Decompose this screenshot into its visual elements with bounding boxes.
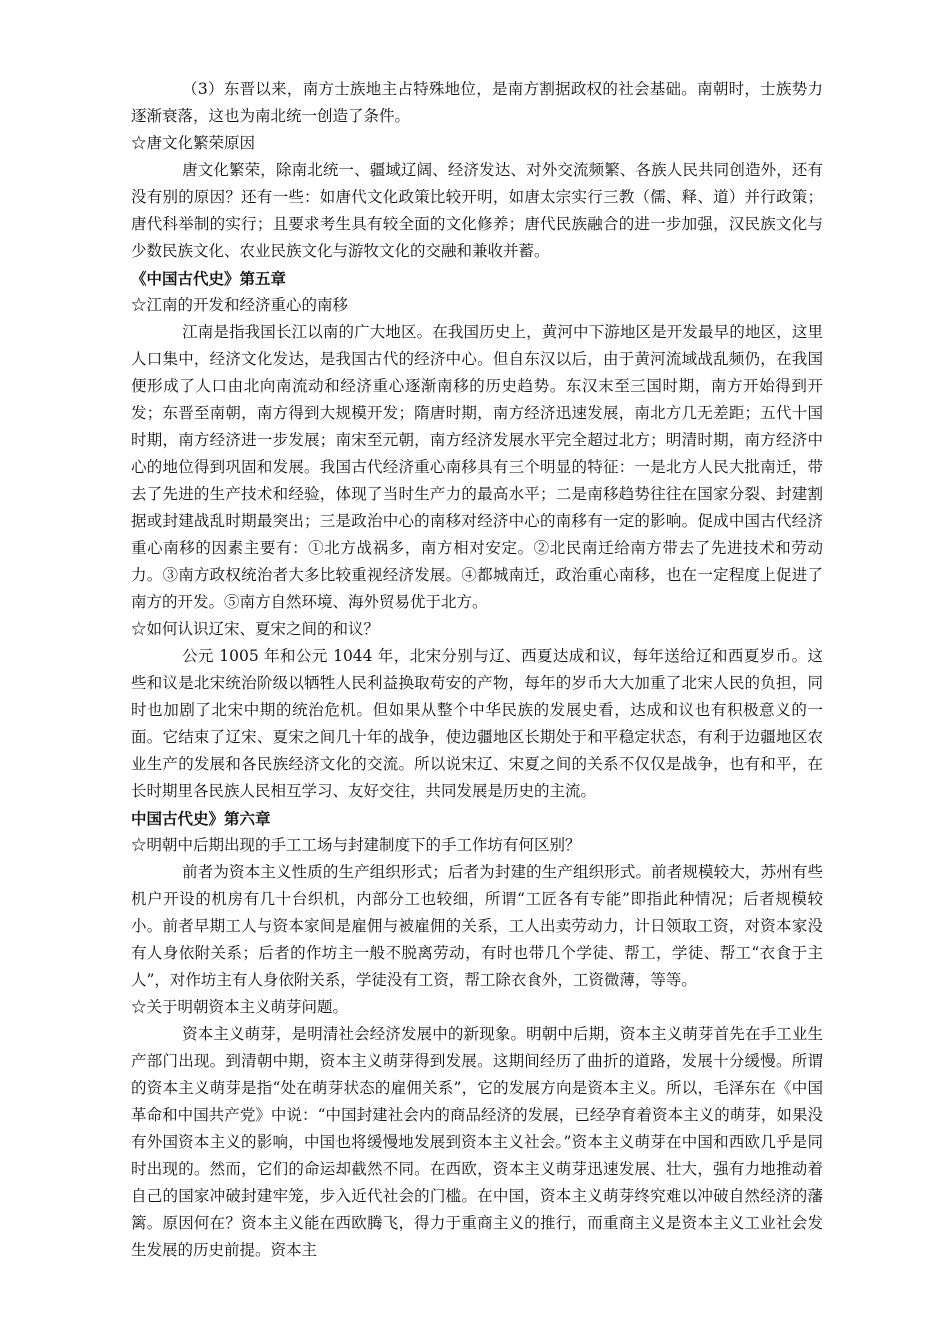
paragraph-economic-shift: 江南是指我国长江以南的广大地区。在我国历史上，黄河中下游地区是开发最早的地区，这里人口集中，经济文化发达，是我国古代的经济中心。但自东汉以后，由于黄河流域战乱频仍，在我国便形成了人口由北向南流动和经济重心逐渐南移的历史趋势。东汉末至三国时期，南方开始得到开发；东晋至南朝，南方得到大规模开发；隋唐时期，南方经济迅速发展，南北方几无差距；五代十国时期，南方经济进一步发展；南宋至元朝，南方经济发展水平完全超过北方；明清时期，南方经济中心的地位得到巩固和发展。我国古代经济重心南移具有三个明显的特征：一是北方人民大批南迁，带去了先进的生产技术和经验，体现了当时生产力的最高水平；二是南移趋势往往在国家分裂、封建割据或封建战乱时期最突出；三是政治中心的南移对经济中心的南移有一定的影响。促成中国古代经济重心南移的因素主要有：①北方战祸多，南方相对安定。②北民南迁给南方带去了先进技术和劳动力。③南方政权统治者大多比较重视经济发展。④都城南迁，政治重心南移，也在一定程度上促进了南方的开发。⑤南方自然环境、海外贸易优于北方。	[131, 323, 823, 611]
topic-heading-workshops: ☆明朝中后期出现的手工工场与封建制度下的手工作坊有何区别？	[131, 836, 581, 854]
chapter-heading-5: 《中国古代史》第五章	[131, 269, 287, 288]
paragraph-tang-culture: 唐文化繁荣，除南北统一、疆域辽阔、经济发达、对外交流频繁、各族人民共同创造外，还有没有别的原因？还有一些：如唐代文化政策比较开明，如唐太宗实行三教（儒、释、道）并行政策；唐代科举制的实行；且要求考生具有较全面的文化修养；唐代民族融合的进一步加强，汉民族文化与少数民族文化、农业民族文化与游牧文化的交融和兼收并蓄。	[131, 161, 823, 260]
topic-heading-tang-culture: ☆唐文化繁荣原因	[131, 134, 256, 152]
paragraph-capitalism-sprouts: 资本主义萌芽，是明清社会经济发展中的新现象。明朝中后期，资本主义萌芽首先在手工业生产部门出现。到清朝中期，资本主义萌芽得到发展。这期间经历了曲折的道路，发展十分缓慢。所谓的资本主义萌芽是指“处在萌芽状态的雇佣关系”，它的发展方向是资本主义。所以，毛泽东在《中国革命和中国共产党》中说：“中国封建社会内的商品经济的发展，已经孕育着资本主义的萌芽，如果没有外国资本主义的影响，中国也将缓慢地发展到资本主义社会。”资本主义萌芽在中国和西欧几乎是同时出现的。然而，它们的命运却截然不同。在西欧，资本主义萌芽迅速发展、壮大，强有力地推动着自己的国家冲破封建牢笼，步入近代社会的门槛。在中国，资本主义萌芽终究难以冲破自然经济的藩篱。原因何在？资本主义能在西欧腾飞，得力于重商主义的推行，而重商主义是资本主义工业社会发生发展的历史前提。资本主	[131, 1025, 823, 1259]
topic-heading-capitalism-sprouts: ☆关于明朝资本主义萌芽问题。	[131, 998, 349, 1016]
document-page	[131, 76, 823, 1264]
topic-heading-peace-treaties: ☆如何认识辽宋、夏宋之间的和议？	[131, 620, 380, 638]
paragraph-peace-treaties: 公元 1005 年和公元 1044 年，北宋分别与辽、西夏达成和议，每年送给辽和西夏岁币。这些和议是北宋统治阶级以牺牲人民利益换取苟安的产物，每年的岁币大大加重了北宋人民的负担，同时也加剧了北宋中期的统治危机。但如果从整个中华民族的发展史看，达成和议也有积极意义的一面。它结束了辽宋、夏宋之间几十年的战争，使边疆地区长期处于和平稳定状态，有利于边疆地区农业生产的发展和各民族经济文化的交流。所以说宋辽、宋夏之间的关系不仅仅是战争，也有和平，在长时期里各民族人民相互学习、友好交往，共同发展是历史的主流。	[131, 647, 823, 800]
chapter-heading-6: 中国古代史》第六章	[131, 809, 271, 828]
paragraph-workshops: 前者为资本主义性质的生产组织形式；后者为封建的生产组织形式。前者规模较大，苏州有些机户开设的机房有几十台织机，内部分工也较细，所谓“工匠各有专能”即指此种情况；后者规模较小。前者早期工人与资本家间是雇佣与被雇佣的关系，工人出卖劳动力，计日领取工资，对资本家没有人身依附关系；后者的作坊主一般不脱离劳动，有时也带几个学徒、帮工，学徒、帮工“衣食于主人”，对作坊主有人身依附关系，学徒没有工资，帮工除衣食外，工资微薄，等等。	[131, 863, 823, 989]
topic-heading-economic-shift: ☆江南的开发和经济重心的南移	[131, 296, 349, 314]
paragraph-southern-gentry: （3）东晋以来，南方士族地主占特殊地位，是南方割据政权的社会基础。南朝时，士族势力逐渐衰落，这也为南北统一创造了条件。	[131, 80, 823, 125]
